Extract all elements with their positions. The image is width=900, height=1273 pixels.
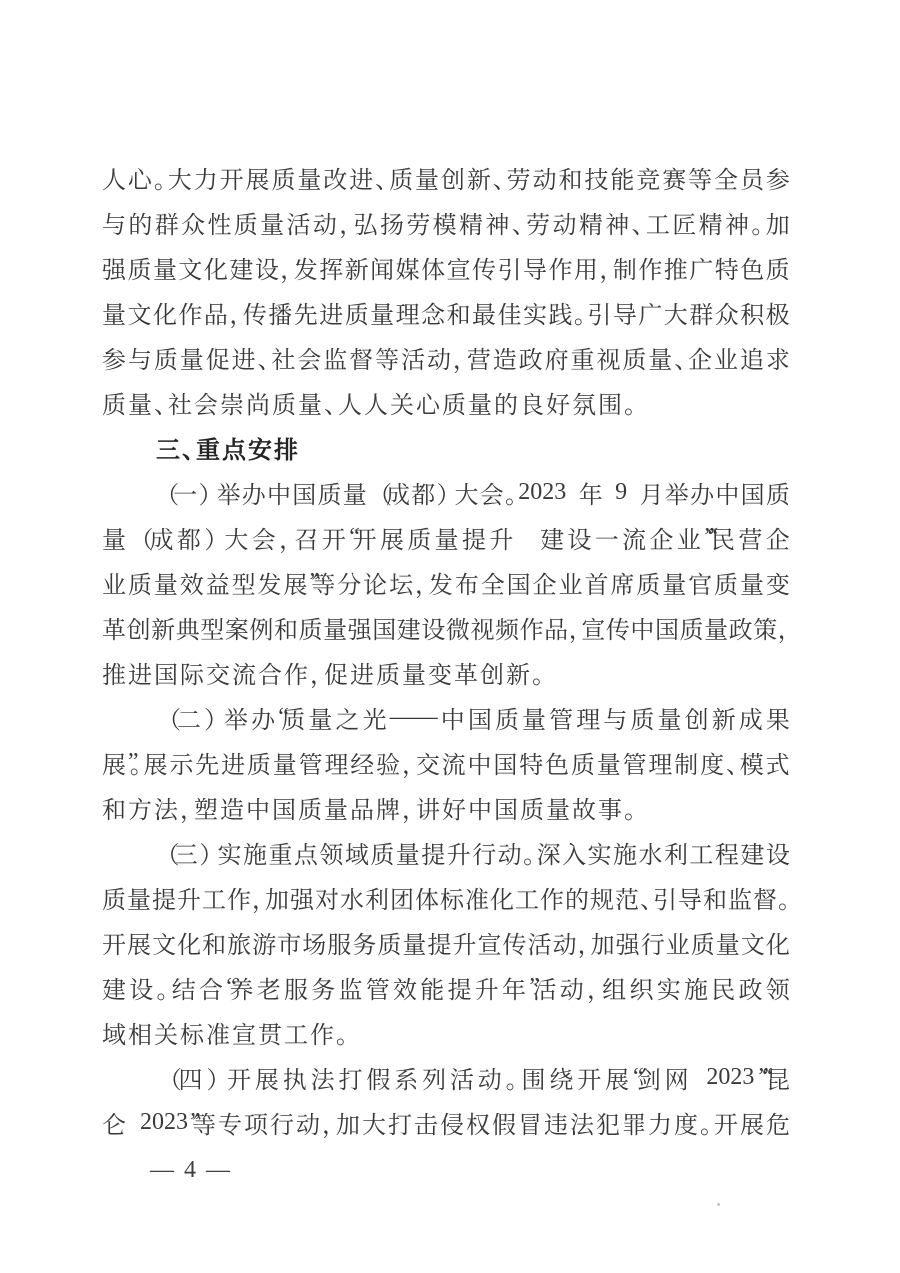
text-line: 展 。 展 示 先 进 质 量 管 理 经 验 ， 交 流 中 国 特 色 质 量 管 理 制 度 、 模 式	[102, 753, 790, 779]
text-line: （ 二 ） 举 办 质 量 之 光 —— 中 国 质 量 管 理 与 质 量 创 新 成 果	[157, 704, 790, 734]
text-line: 仑 2023 等 专 项 行 动 ， 加 大 打 击 侵 权 假 冒 违 法 犯 罪 力 度 。 开 展 危	[102, 1109, 790, 1139]
text-line: （ 一 ） 举 办 中 国 质 量 （ 成 都 ） 大 会 。 2023 年 9 月 举 办 中 国 质	[155, 479, 790, 509]
page-number: — 4 —	[150, 1157, 232, 1183]
section-heading: 三 、 重 点 安 排	[156, 437, 298, 464]
text-line: 质 量 提 升 工 作 ， 加 强 对 水 利 团 体 标 准 化 工 作 的 规 范 、 引 导 和 监 督 。	[102, 888, 790, 914]
text-line: 与 的 群 众 性 质 量 活 动 ， 弘 扬 劳 模 精 神 、 劳 动 精 神 、 工 匠 精 神 。 加	[102, 213, 790, 239]
text-line: 域 相 关 标 准 宣 贯 工 作 。	[102, 1023, 348, 1049]
text-line: 量 文 化 作 品 ， 传 播 先 进 质 量 理 念 和 最 佳 实 践 。 引 导 广 大 群 众 积 极	[102, 303, 790, 329]
text-line: 革 创 新 典 型 案 例 和 质 量 强 国 建 设 微 视 频 作 品 ， 宣 传 中 国 质 量 政 策 ，	[102, 618, 790, 644]
text-line: 业 质 量 效 益 型 发 展 等 分 论 坛 ， 发 布 全 国 企 业 首 席 质 量 官 质 量 变	[102, 573, 790, 599]
text-line: 参 与 质 量 促 进 、 社 会 监 督 等 活 动 ， 营 造 政 府 重 视 质 量 、 企 业 追 求	[102, 348, 790, 374]
text-line: 和 方 法 ， 塑 造 中 国 质 量 品 牌 ， 讲 好 中 国 质 量 故 事 。	[102, 798, 636, 824]
text-line: 推 进 国 际 交 流 合 作 ， 促 进 质 量 变 革 创 新 。	[102, 663, 544, 689]
text-block	[102, 155, 790, 1145]
text-line: 建 设 。 结 合 养 老 服 务 监 管 效 能 提 升 年 活 动 ， 组 织 实 施 民 政 领	[102, 978, 790, 1004]
text-line: 量 （ 成 都 ） 大 会 ， 召 开 开 展 质 量 提 升 建 设 一 流 企 业 民 营 企	[102, 528, 790, 554]
text-line: （ 三 ） 实 施 重 点 领 域 质 量 提 升 行 动 。 深 入 实 施 水 利 工 程 建 设	[155, 843, 790, 869]
text-line: 开 展 文 化 和 旅 游 市 场 服 务 质 量 提 升 宣 传 活 动 ， 加 强 行 业 质 量 文 化	[102, 933, 790, 959]
text-line: 强 质 量 文 化 建 设 ， 发 挥 新 闻 媒 体 宣 传 引 导 作 用 ， 制 作 推 广 特 色 质	[102, 258, 790, 284]
text-line: 人 心 。 大 力 开 展 质 量 改 进 、 质 量 创 新 、 劳 动 和 技 能 竞 赛 等 全 员 参	[102, 168, 790, 194]
text-line: （ 四 ） 开 展 执 法 打 假 系 列 活 动 。 围 绕 开 展 剑 网 2023 昆	[157, 1064, 790, 1094]
scan-speck	[717, 1203, 720, 1206]
text-line: 质 量 、 社 会 崇 尚 质 量 、 人 人 关 心 质 量 的 良 好 氛 围 。	[102, 393, 636, 419]
